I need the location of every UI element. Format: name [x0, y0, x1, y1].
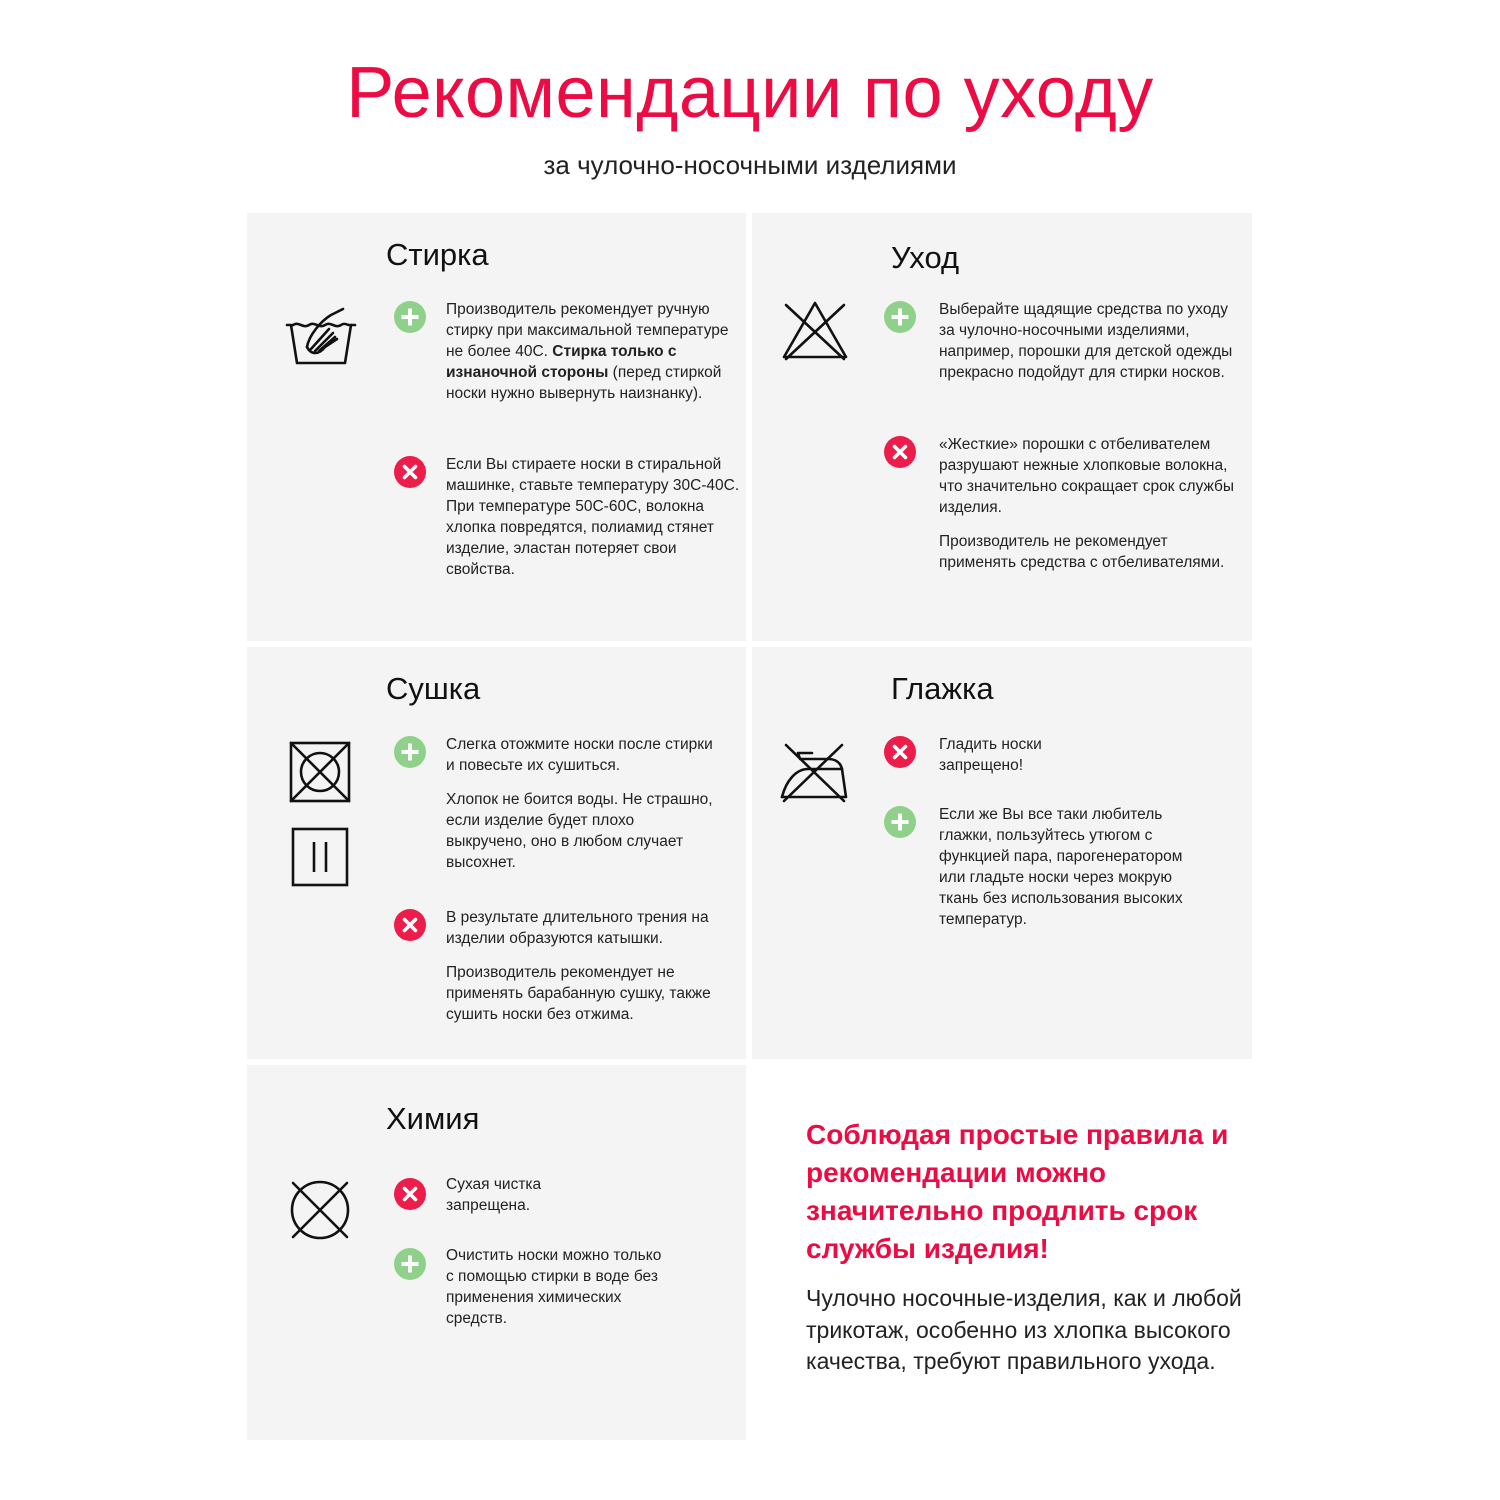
page-subtitle: за чулочно-носочными изделиями	[543, 150, 957, 180]
no-bleach-icon	[780, 299, 850, 363]
iron-minus-text: Гладить носки запрещено!	[939, 736, 1042, 774]
plus-icon	[884, 301, 916, 333]
iron-plus-text: Если же Вы все таки любитель глажки, пользуйтесь утюгом с функцией пара, парогенератором или гладьте носки через мокрую ткань без использования высоких температур.	[939, 806, 1183, 928]
dry-minus-text-2: Производитель рекомендует не применять барабанную сушку, также сушить носки без отжима.	[446, 964, 711, 1023]
no-tumble-dry-icon	[289, 741, 351, 803]
minus-icon	[394, 456, 426, 488]
hand-wash-icon	[285, 303, 357, 367]
wash-minus-text: Если Вы стираете носки в стиральной машинке, ставьте температуру 30С-40С. При температуре 50С-60С, волокна хлопка повредятся, полиамид стянет изделие, эластан потеряет свои свойства.	[446, 456, 740, 578]
plus-icon	[394, 736, 426, 768]
section-dry	[247, 647, 746, 1059]
chem-minus-text: Сухая чистка запрещена.	[446, 1176, 542, 1214]
section-chem	[247, 1065, 746, 1440]
wash-plus-text	[446, 299, 746, 404]
care-minus-text-1: «Жесткие» порошки с отбеливателем разрушают нежные хлопковые волокна, что значительно сокращает срок службы изделия.	[939, 436, 1235, 516]
no-dry-clean-icon	[289, 1179, 351, 1241]
chem-plus-text: Очистить носки можно только с помощью стирки в воде без применения химических средств.	[446, 1247, 662, 1327]
plus-icon	[394, 1248, 426, 1280]
page-title: Рекомендации по уходу	[346, 53, 1154, 133]
care-minus-text	[939, 434, 1235, 573]
section-care	[752, 213, 1252, 641]
section-title: Химия	[386, 1101, 480, 1136]
minus-icon	[884, 436, 916, 468]
no-iron-icon	[778, 741, 850, 803]
outro-headline: Соблюдая простые правила и рекомендации можно значительно продлить срок службы изделия!	[806, 1119, 1229, 1264]
plus-icon	[884, 806, 916, 838]
section-title: Уход	[891, 240, 960, 275]
dry-plus-text-1: Слегка отожмите носки после стирки и повесьте их сушиться.	[446, 736, 713, 774]
minus-icon	[884, 736, 916, 768]
minus-icon	[394, 909, 426, 941]
dry-minus-text-1: В результате длительного трения на изделии образуются катышки.	[446, 909, 709, 947]
section-title: Сушка	[386, 671, 481, 706]
dry-plus-text-2: Хлопок не боится воды. Не страшно, если изделие будет плохо выкручено, оно в любом случает высохнет.	[446, 791, 713, 871]
plus-icon	[394, 301, 426, 333]
dry-minus-text	[446, 907, 732, 1025]
dry-plus-text	[446, 734, 718, 873]
section-title: Стирка	[386, 237, 489, 272]
section-iron	[752, 647, 1252, 1059]
minus-icon	[394, 1178, 426, 1210]
wash-plus-text-2: (перед стиркой носки нужно вывернуть наизнанку).	[446, 364, 722, 402]
outro-body: Чулочно носочные-изделия, как и любой трикотаж, особенно из хлопка высокого качества, требуют правильного ухода.	[806, 1285, 1242, 1374]
care-minus-text-2: Производитель не рекомендует применять средства с отбеливателями.	[939, 533, 1225, 571]
drip-dry-icon	[291, 827, 349, 887]
care-plus-text: Выберайте щадящие средства по уходу за чулочно-носочными изделиями, например, порошки для детской одежды прекрасно подойдут для стирки носков.	[939, 301, 1233, 381]
section-wash	[247, 213, 746, 641]
wash-plus-text-bold: Стирка только с изнаночной стороны	[446, 343, 677, 381]
section-title: Глажка	[891, 671, 994, 706]
wash-plus-text-1: Производитель рекомендует ручную стирку при максимальной температуре не более 40С.	[446, 301, 729, 360]
